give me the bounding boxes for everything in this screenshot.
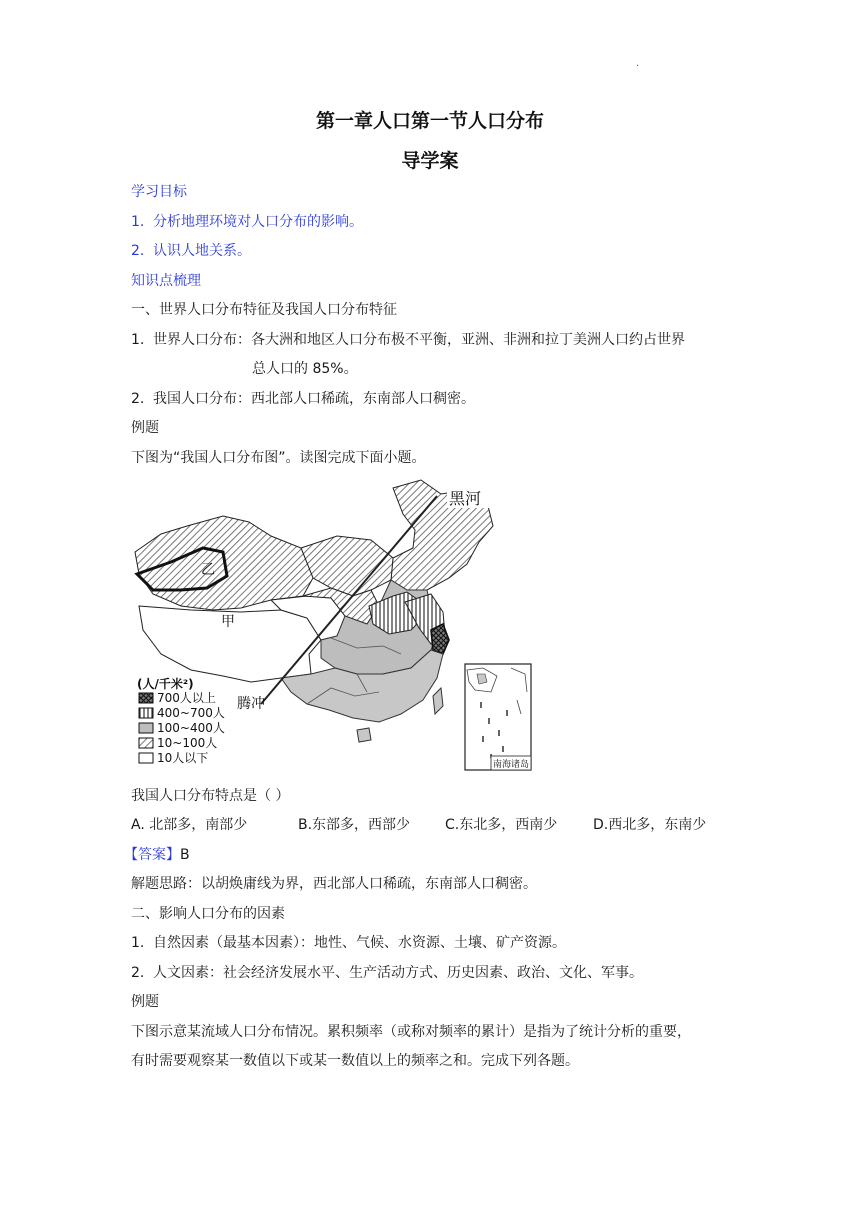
map-label-heihe: 黑河 bbox=[449, 489, 482, 508]
section1-heading: 一、世界人口分布特征及我国人口分布特征 bbox=[131, 302, 397, 318]
example2-line2: 有时需要观察某一数值以下或某一数值以上的频率之和。完成下列各题。 bbox=[131, 1053, 579, 1069]
item-text: 世界人口分布：各大洲和地区人口分布极不平衡，亚洲、非洲和拉丁美洲人口约占世界 bbox=[153, 332, 685, 348]
answer-label: 【答案】 bbox=[124, 847, 180, 863]
example2-label: 例题 bbox=[131, 994, 159, 1010]
legend-item: 400~700人 bbox=[157, 706, 225, 720]
answer-line bbox=[124, 845, 190, 865]
item-text: 自然因素（最基本因素）：地性、气候、水资源、土壤、矿产资源。 bbox=[153, 935, 566, 951]
legend-item: 700人以上 bbox=[157, 691, 216, 705]
objective-num: 1. bbox=[131, 214, 145, 230]
objective-text: 分析地理环境对人口分布的影响。 bbox=[153, 214, 363, 230]
china-population-map bbox=[131, 478, 535, 774]
hainan-island bbox=[357, 728, 371, 742]
section1-item bbox=[131, 330, 685, 350]
legend-swatch bbox=[139, 738, 153, 748]
objective-item bbox=[131, 212, 363, 232]
item-num: 1. bbox=[131, 332, 145, 348]
page-subtitle: 导学案 bbox=[401, 150, 459, 172]
legend-swatch bbox=[139, 723, 153, 733]
item-num: 2. bbox=[131, 391, 145, 407]
objective-text: 认识人地关系。 bbox=[153, 243, 251, 259]
yangtze-delta-region bbox=[431, 624, 449, 654]
item-text: 我国人口分布：西北部人口稀疏，东南部人口稠密。 bbox=[153, 391, 475, 407]
item-text: 人文因素：社会经济发展水平、生产活动方式、历史因素、政治、文化、军事。 bbox=[153, 965, 643, 981]
legend-item: 100~400人 bbox=[157, 721, 225, 735]
legend-item: 10~100人 bbox=[157, 736, 218, 750]
item-num: 1. bbox=[131, 935, 145, 951]
map-label-jia: 甲 bbox=[221, 614, 235, 630]
map-legend bbox=[137, 676, 225, 765]
north-region bbox=[301, 536, 393, 596]
inset-label: 南海诸岛 bbox=[493, 760, 530, 770]
taiwan-island bbox=[433, 688, 443, 714]
objective-num: 2. bbox=[131, 243, 145, 259]
example1-label: 例题 bbox=[131, 420, 159, 436]
map-label-yi: 乙 bbox=[201, 562, 215, 578]
option-d: D.西北多，东南少 bbox=[593, 817, 707, 833]
option-b: B.东部多，西部少 bbox=[298, 817, 411, 833]
header-dot: . bbox=[636, 58, 640, 69]
legend-swatch bbox=[139, 708, 153, 718]
option-c: C.东北多，西南少 bbox=[445, 817, 558, 833]
example1-intro: 下图为“我国人口分布图”。读图完成下面小题。 bbox=[131, 450, 426, 466]
map-label-tengchong: 腾冲 bbox=[237, 696, 265, 712]
section1-item bbox=[131, 389, 475, 409]
section2-item bbox=[131, 933, 566, 953]
objectives-heading: 学习目标 bbox=[131, 184, 187, 200]
explanation-text: 解题思路：以胡焕庸线为界，西北部人口稀疏，东南部人口稠密。 bbox=[131, 876, 537, 892]
answer-value: B bbox=[180, 847, 190, 863]
south-china-sea-inset bbox=[465, 664, 531, 770]
legend-swatch bbox=[139, 753, 153, 763]
section2-heading: 二、影响人口分布的因素 bbox=[131, 906, 285, 922]
legend-swatch bbox=[139, 693, 153, 703]
question-text: 我国人口分布特点是（ ） bbox=[131, 788, 290, 804]
knowledge-heading: 知识点梳理 bbox=[131, 273, 201, 289]
item-num: 2. bbox=[131, 965, 145, 981]
section2-item bbox=[131, 963, 643, 983]
section1-item-continuation: 总人口的 85%。 bbox=[252, 361, 358, 377]
option-a: A. 北部多，南部少 bbox=[131, 817, 248, 833]
objective-item bbox=[131, 241, 251, 261]
legend-item: 10人以下 bbox=[157, 751, 209, 765]
example2-line1: 下图示意某流域人口分布情况。累积频率（或称对频率的累计）是指为了统计分析的重要， bbox=[131, 1024, 691, 1040]
page-title: 第一章人口第一节人口分布 bbox=[315, 110, 544, 132]
legend-title: (人/千米²) bbox=[137, 677, 194, 691]
